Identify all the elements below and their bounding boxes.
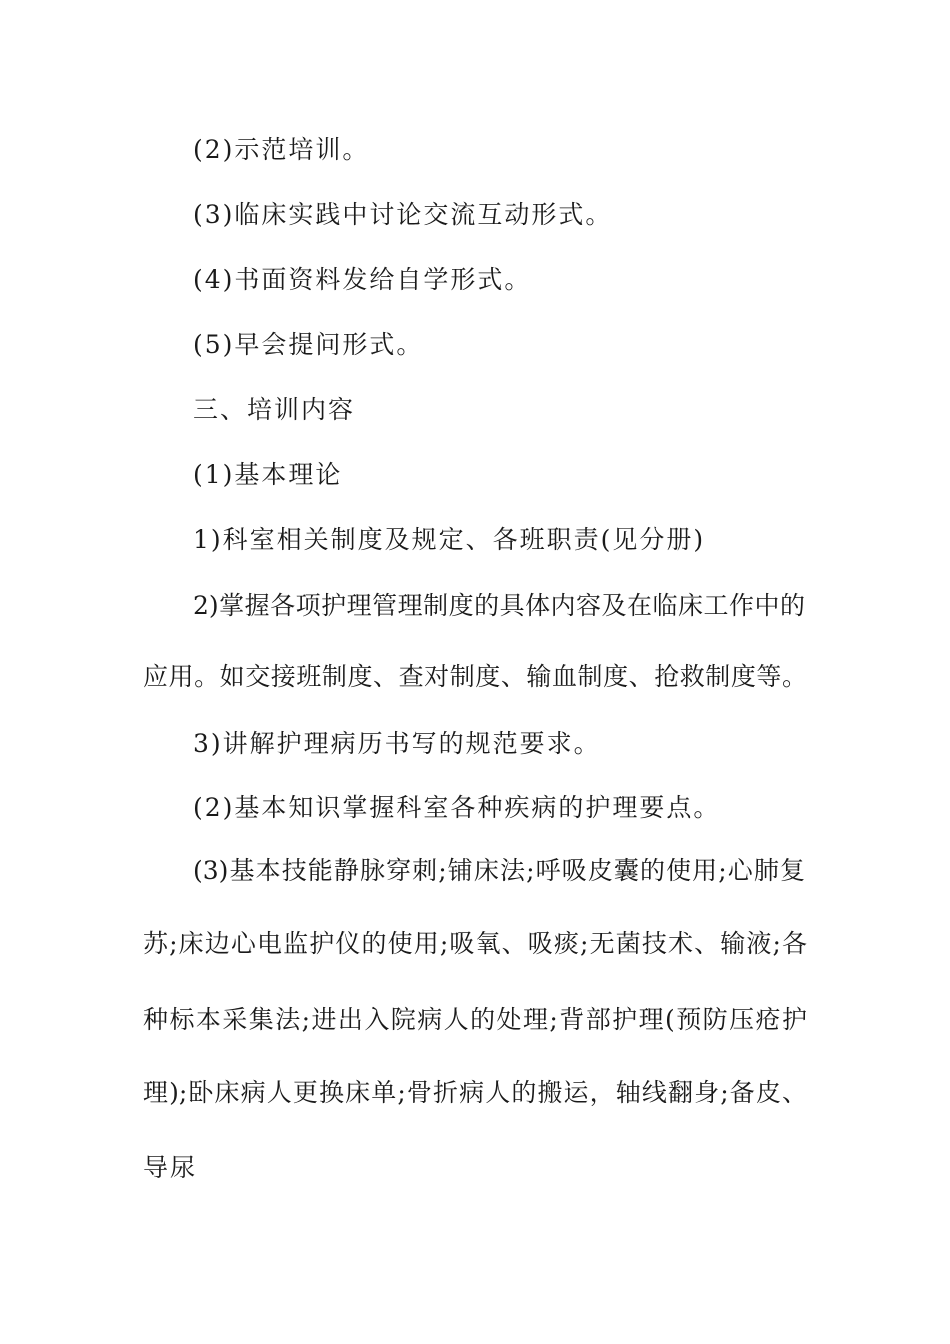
subheading-basic-theory: (1)基本理论 [193, 460, 343, 489]
subheading-basic-knowledge: (2)基本知识掌握科室各种疾病的护理要点。 [193, 793, 721, 822]
paragraph-basic-skills-line5: 导尿 [143, 1153, 198, 1182]
paragraph-management-rules-line2: 应用。如交接班制度、查对制度、输血制度、抢救制度等。 [143, 662, 807, 691]
paragraph-basic-skills-line3: 种标本采集法;进出入院病人的处理;背部护理(预防压疮护 [143, 1005, 807, 1034]
paragraph-management-rules-line1: 2)掌握各项护理管理制度的具体内容及在临床工作中的 [193, 591, 805, 620]
paragraph-basic-skills-line1: (3)基本技能静脉穿刺;铺床法;呼吸皮囊的使用;心肺复 [193, 856, 805, 885]
paragraph-basic-skills-line4: 理);卧床病人更换床单;骨折病人的搬运，轴线翻身;备皮、 [143, 1078, 807, 1107]
section-heading-training-content: 三、培训内容 [193, 395, 356, 424]
paragraph-basic-skills-line2: 苏;床边心电监护仪的使用;吸氧、吸痰;无菌技术、输液;各 [143, 929, 807, 958]
list-item-clinical-discussion: (3)临床实践中讨论交流互动形式。 [193, 200, 613, 229]
list-item-morning-questions: (5)早会提问形式。 [193, 330, 424, 359]
list-item-demo-training: (2)示范培训。 [193, 135, 370, 164]
list-item-self-study: (4)书面资料发给自学形式。 [193, 265, 532, 294]
list-item-department-rules: 1)科室相关制度及规定、各班职责(见分册) [193, 525, 706, 554]
list-item-medical-record: 3)讲解护理病历书写的规范要求。 [193, 729, 601, 758]
